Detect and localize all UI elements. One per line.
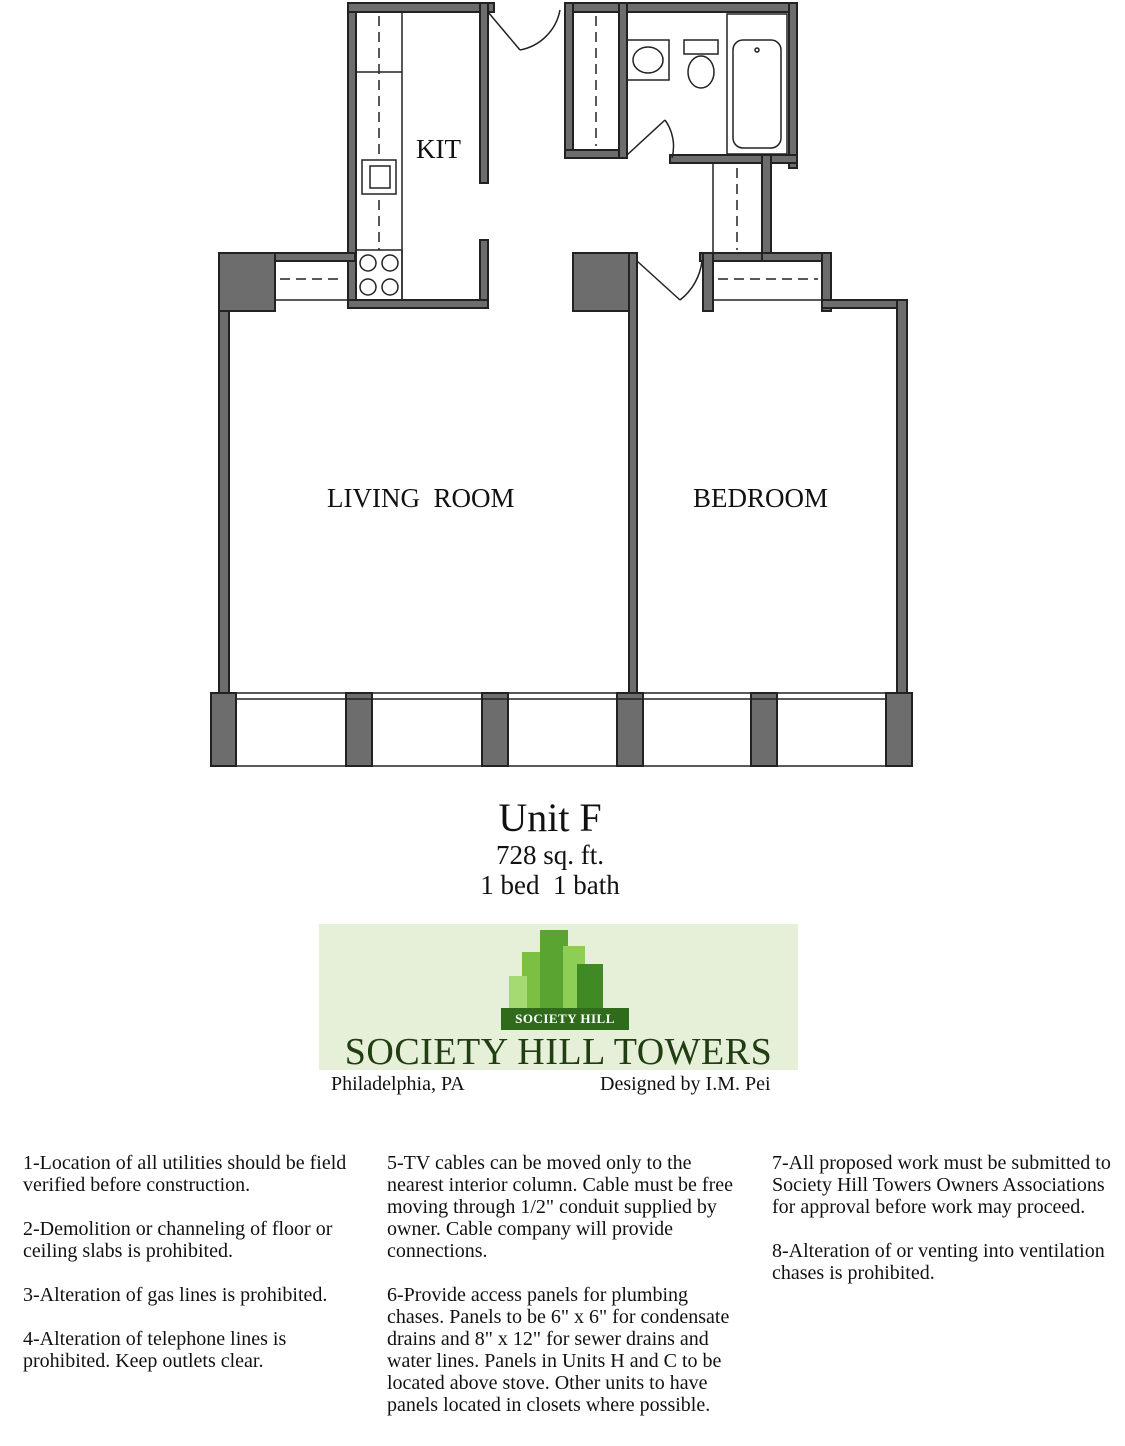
- column: [346, 693, 372, 766]
- note: 4-Alteration of telephone lines is prohibited. Keep outlets clear.: [23, 1328, 287, 1372]
- kitchen-right-wall-lower: [480, 240, 488, 308]
- towers-icon: [319, 924, 798, 1014]
- center-partition-wall: [629, 253, 637, 693]
- closet-left-wall: [565, 3, 573, 158]
- living-room-label: LIVING ROOM: [327, 483, 515, 513]
- logo-name: SOCIETY HILL TOWERS: [344, 1031, 773, 1073]
- bedroom-label: BEDROOM: [693, 483, 829, 513]
- bedroom-top-wall-right: [822, 300, 907, 308]
- sink: [362, 160, 396, 194]
- center-column: [573, 253, 631, 311]
- bath-divider-wall: [619, 3, 627, 158]
- unit-area: 728 sq. ft.: [496, 840, 604, 870]
- designer-credit: Designed by I.M. Pei: [600, 1073, 771, 1095]
- bedroom-top-wall-mid: [762, 253, 830, 261]
- unit-title: Unit F: [498, 795, 602, 840]
- living-corner-column: [219, 253, 275, 311]
- hall-closet-right-wall: [762, 155, 771, 260]
- kitchen-top-wall: [348, 3, 494, 12]
- notes-column-2: [387, 1152, 747, 1438]
- kitchen-left-wall: [348, 3, 356, 308]
- note: 5-TV cables can be moved only to the nearest interior column. Cable must be free moving through 1/2" conduit supplied by owner. Cable company will provide connections.: [387, 1152, 733, 1262]
- unit-info: [0, 796, 1100, 900]
- location: Philadelphia, PA: [331, 1073, 465, 1095]
- note: 6-Provide access panels for plumbing chases. Panels to be 6" x 6" for condensate drains and 8" x 12" for sewer drains and water lines. Panels in Units H and C to be located above stove. Other units to have panels located in closets where possible.: [387, 1284, 730, 1416]
- note: 1-Location of all utilities should be field verified before construction.: [23, 1152, 347, 1196]
- note: 7-All proposed work must be submitted to Society Hill Towers Owners Associations for approval before work may proceed.: [772, 1152, 1111, 1218]
- bath-bottom-wall: [670, 155, 797, 163]
- toilet-bowl: [688, 56, 714, 88]
- bathtub: [727, 14, 787, 154]
- unit-beds-baths: 1 bed 1 bath: [480, 870, 620, 900]
- window-columns: [211, 693, 912, 766]
- notes-column-3: [772, 1152, 1112, 1306]
- note: 2-Demolition or channeling of floor or ceiling slabs is prohibited.: [23, 1218, 333, 1262]
- kitchen-bottom-wall: [348, 300, 488, 308]
- kitchen-counter: [356, 12, 402, 300]
- logo-badge: SOCIETY HILL: [501, 1008, 629, 1030]
- walls: [219, 3, 907, 693]
- column: [886, 693, 912, 766]
- bath-sink: [633, 47, 663, 73]
- column: [482, 693, 508, 766]
- living-left-wall: [219, 253, 229, 693]
- bath-top-wall: [565, 3, 797, 12]
- column: [617, 693, 643, 766]
- bedroom-closet-left-wall: [703, 253, 713, 311]
- bath-right-wall: [789, 3, 797, 168]
- window-lines: [236, 693, 886, 766]
- closet-bottom-wall: [565, 150, 625, 158]
- note: 3-Alteration of gas lines is prohibited.: [23, 1284, 328, 1306]
- society-hill-logo: [319, 924, 798, 1073]
- kitchen-right-wall-upper: [480, 3, 488, 183]
- column: [211, 693, 236, 766]
- column: [751, 693, 777, 766]
- kitchen-label: KIT: [416, 134, 461, 164]
- note: 8-Alteration of or venting into ventilation chases is prohibited.: [772, 1240, 1105, 1284]
- notes-column-1: [23, 1152, 373, 1394]
- toilet-tank: [684, 40, 718, 54]
- bedroom-right-wall: [897, 300, 907, 693]
